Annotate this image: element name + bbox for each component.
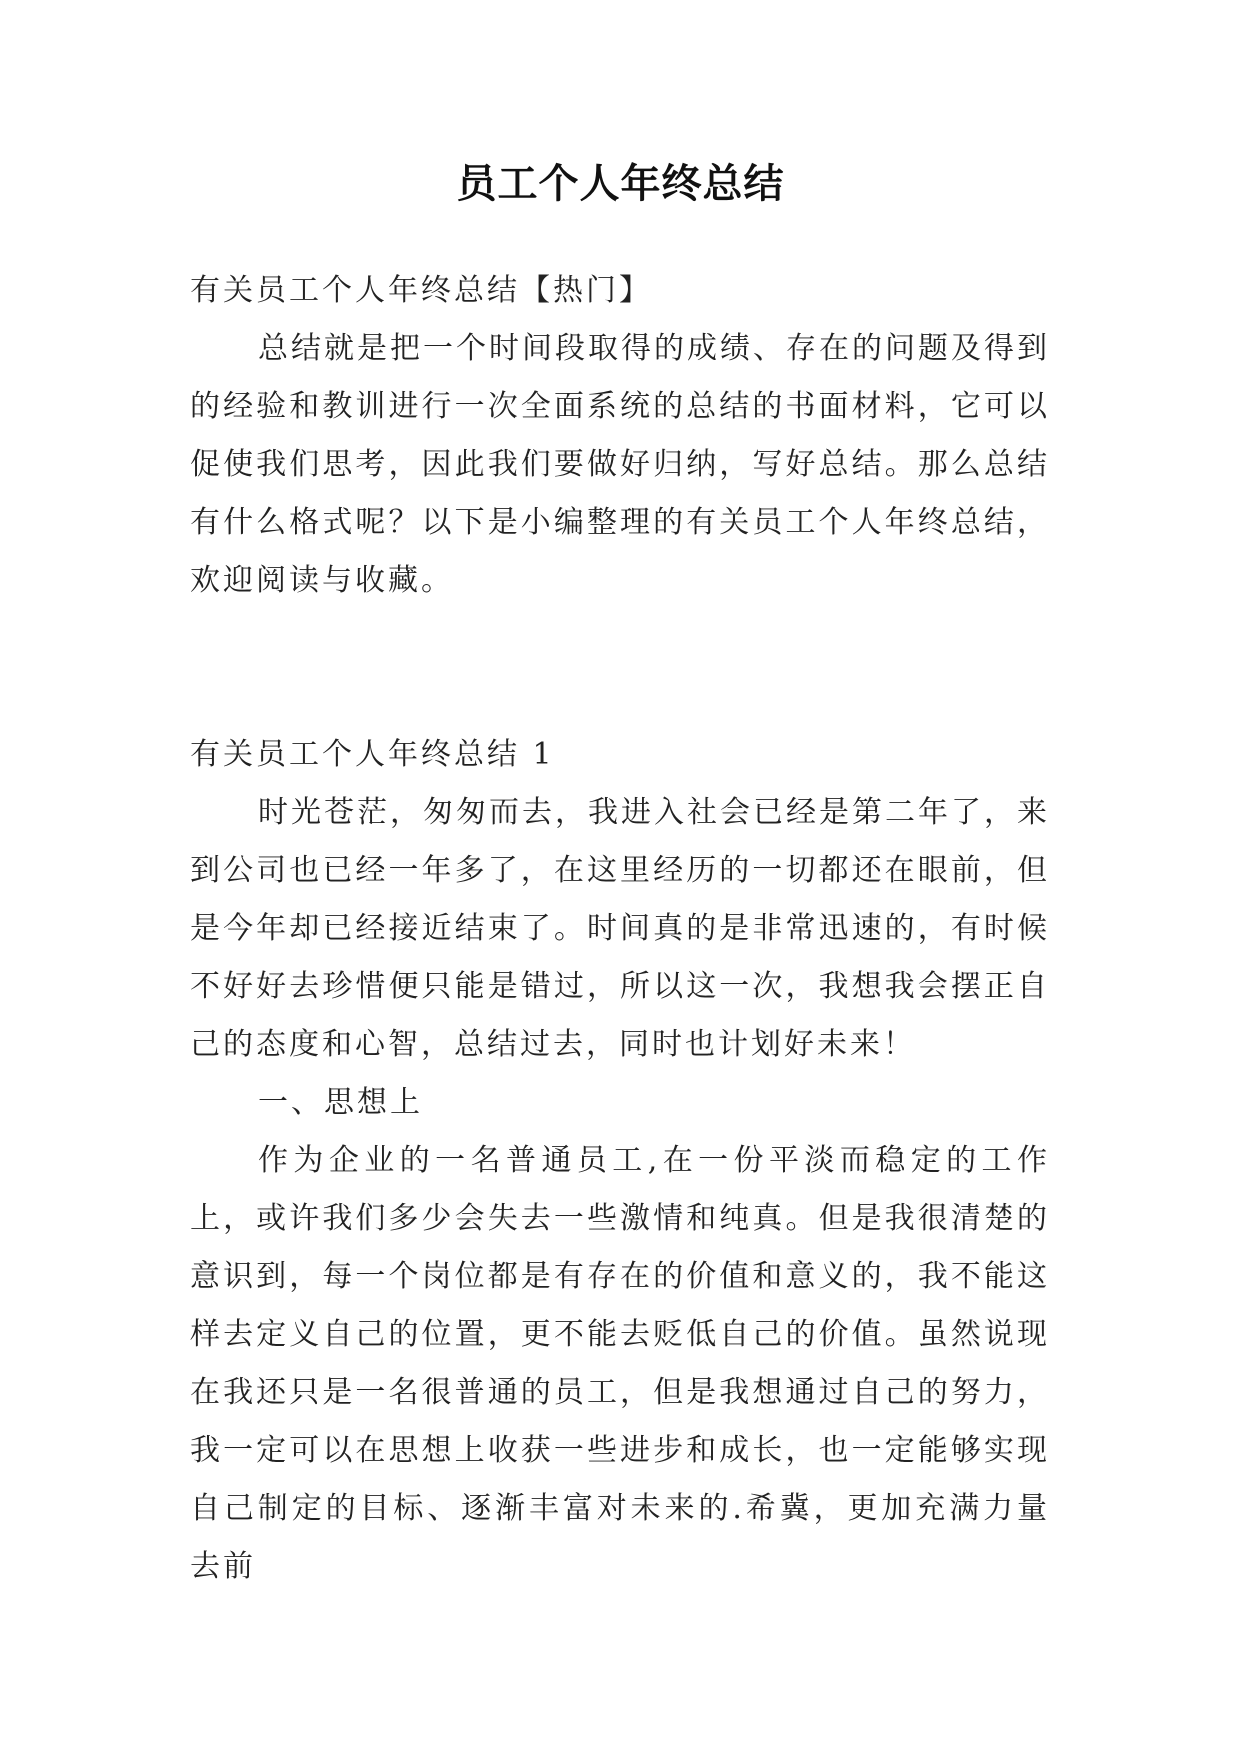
intro-section bbox=[190, 262, 1050, 610]
intro-heading: 有关员工个人年终总结【热门】 bbox=[190, 273, 652, 308]
section-1 bbox=[190, 726, 1050, 1596]
section-1-subheading: 一、思想上 bbox=[258, 1085, 423, 1120]
section-1-paragraph-1: 时光苍茫，匆匆而去，我进入社会已经是第二年了，来到公司也已经一年多了，在这里经历的一切都还在眼前，但是今年却已经接近结束了。时间真的是非常迅速的，有时候不好好去珍惜便只能是错过，所以这一次，我想我会摆正自己的态度和心智，总结过去，同时也计划好未来！ bbox=[190, 795, 1050, 1062]
document-title: 员工个人年终总结 bbox=[456, 160, 785, 207]
intro-paragraph: 总结就是把一个时间段取得的成绩、存在的问题及得到的经验和教训进行一次全面系统的总结的书面材料，它可以促使我们思考，因此我们要做好归纳，写好总结。那么总结有什么格式呢？以下是小编整理的有关员工个人年终总结，欢迎阅读与收藏。 bbox=[190, 331, 1050, 598]
section-1-paragraph-2: 作为企业的一名普通员工,在一份平淡而稳定的工作上，或许我们多少会失去一些激情和纯真。但是我很清楚的意识到，每一个岗位都是有存在的价值和意义的，我不能这样去定义自己的位置，更不能去贬低自己的价值。虽然说现在我还只是一名很普通的员工，但是我想通过自己的努力，我一定可以在思想上收获一些进步和成长，也一定能够实现自己制定的目标、逐渐丰富对未来的.希冀，更加充满力量去前 bbox=[190, 1143, 1050, 1584]
section-1-heading: 有关员工个人年终总结 1 bbox=[190, 737, 555, 772]
